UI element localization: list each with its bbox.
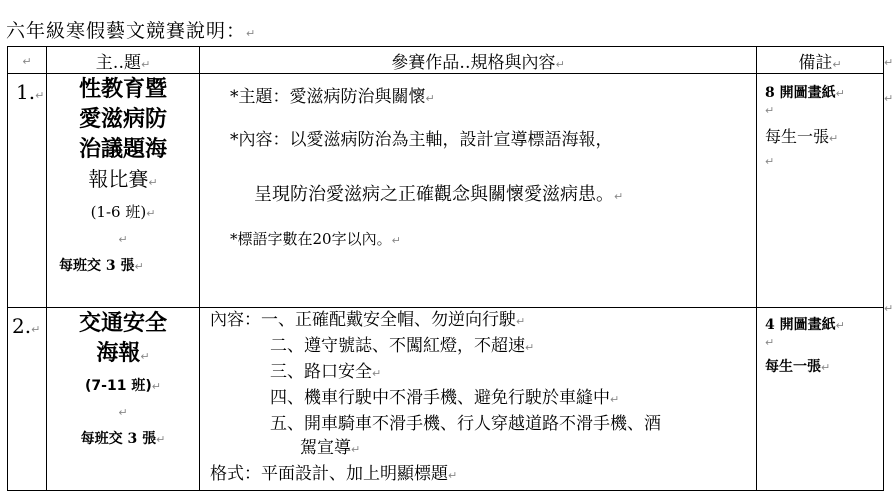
end-of-row-mark: ↵ xyxy=(884,92,894,105)
paper-size: 8 開圖畫紙↵ xyxy=(765,85,845,101)
end-of-row-mark: ↵ xyxy=(884,302,894,315)
row-content xyxy=(200,308,757,491)
row-number: 2.↵ xyxy=(8,308,47,491)
row-content xyxy=(200,74,757,308)
header-content: 參賽作品‥規格與內容↵ xyxy=(200,47,757,74)
header-topic: 主‥題↵ xyxy=(47,47,200,74)
content-line: 呈現防治愛滋病之正確觀念與關懷愛滋病患。↵ xyxy=(254,184,624,205)
content-line: *內容：以愛滋病防治為主軸，設計宣導標語海報， xyxy=(230,130,613,150)
header-number: ↵ xyxy=(8,47,47,74)
header-notes: 備註↵ xyxy=(757,47,884,74)
topic-line: 愛滋病防 xyxy=(78,106,167,132)
table-row xyxy=(8,308,884,491)
class-range: (7-11 班)↵ xyxy=(85,378,161,394)
paper-size: 4 開圖畫紙↵ xyxy=(765,317,845,333)
content-line: 三、路口安全↵ xyxy=(270,362,382,382)
content-line: *主題：愛滋病防治與關懷↵ xyxy=(230,87,435,107)
header-row xyxy=(8,47,884,74)
per-student: 每生一張↵ xyxy=(765,127,839,146)
contest-table xyxy=(7,46,884,491)
content-line: 四、機車行駛中不滑手機、避免行駛於車縫中↵ xyxy=(270,388,620,408)
row-topic: 性教育暨 愛滋病防 治議題海 報比賽↵ (1-6 班)↵ ↵ 每班交 3 張↵ xyxy=(47,74,200,308)
content-line: *標語字數在20字以內。↵ xyxy=(230,230,401,248)
per-class-count: 每班交 3 張↵ xyxy=(80,431,166,447)
content-line: 內容：一、正確配戴安全帽、勿逆向行駛↵ xyxy=(210,310,526,330)
topic-line: 治議題海 xyxy=(78,136,167,162)
topic-line: 性教育暨 xyxy=(78,76,167,102)
table-row xyxy=(8,74,884,308)
topic-line: 交通安全 xyxy=(78,310,167,336)
content-line: 二、遵守號誌、不闖紅燈，不超速↵ xyxy=(270,336,535,356)
row-notes: 8 開圖畫紙↵ ↵ 每生一張↵ ↵ xyxy=(757,74,884,308)
topic-line: 海報↵ xyxy=(96,340,150,366)
topic-line: 報比賽↵ xyxy=(88,167,158,191)
end-of-row-mark: ↵ xyxy=(884,56,894,69)
per-class-count: 每班交 3 張↵ xyxy=(59,258,144,274)
page-title: 六年級寒假藝文競賽說明：↵ xyxy=(6,20,257,42)
row-number: 1.↵ xyxy=(8,74,47,308)
content-line: 駕宣導↵ xyxy=(300,438,361,458)
format-line: 格式：平面設計、加上明顯標題↵ xyxy=(210,464,458,484)
per-student: 每生一張↵ xyxy=(765,359,831,375)
row-topic: 交通安全 海報↵ (7-11 班)↵ ↵ 每班交 3 張↵ xyxy=(47,308,200,491)
class-range: (1-6 班)↵ xyxy=(90,203,156,221)
row-notes: 4 開圖畫紙↵ ↵ 每生一張↵ xyxy=(757,308,884,491)
content-line: 五、開車騎車不滑手機、行人穿越道路不滑手機、酒 xyxy=(270,414,661,434)
